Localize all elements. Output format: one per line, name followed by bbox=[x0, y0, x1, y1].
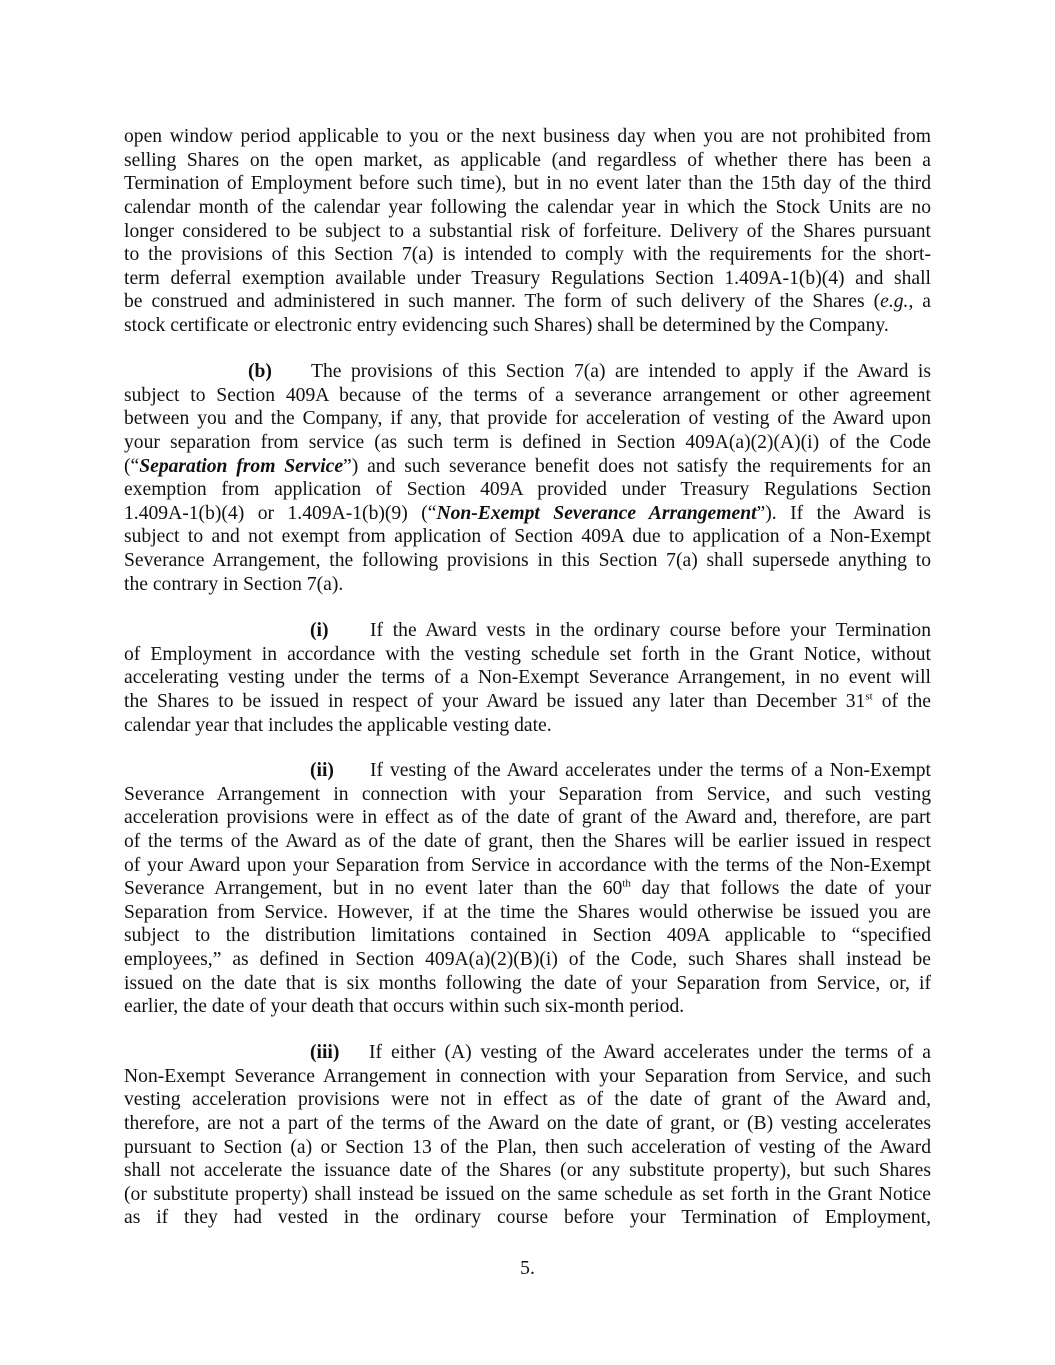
text-segment: If vesting of the Award accelerates under the terms of a Non-Exempt bbox=[370, 760, 931, 781]
paragraph-label: (iii) bbox=[310, 1042, 340, 1063]
ordinal-suffix: th bbox=[622, 877, 631, 890]
defined-term: Separation from Service bbox=[139, 455, 344, 477]
text-line: to the provisions of this Section 7(a) is intended to comply with the requirements for the short- bbox=[124, 244, 931, 266]
text-line: subject to Section 409A because of the terms of a severance arrangement or other agreement bbox=[124, 384, 931, 406]
paragraph-label: (ii) bbox=[310, 760, 334, 781]
text-line: (or substitute property) shall instead be issued on the same schedule as set forth in the Grant Notice bbox=[124, 1183, 931, 1205]
text-line: Severance Arrangement in connection with your Separation from Service, and such vesting bbox=[124, 783, 931, 805]
paragraph-i bbox=[124, 619, 931, 737]
text-line: therefore, are not a part of the terms of the Award on the date of grant, or (B) vesting accelerates bbox=[124, 1112, 931, 1134]
text-line bbox=[124, 290, 931, 314]
text-line: your separation from service (as such term is defined in Section 409A(a)(2)(A)(i) of the Code bbox=[124, 431, 931, 453]
text-line bbox=[124, 455, 931, 479]
text-line: subject to and not exempt from application of Section 409A due to application of a Non-Exempt bbox=[124, 526, 931, 548]
text-segment: the Shares to be issued in respect of your Award be issued any later than December 31 bbox=[124, 690, 866, 712]
text-line: Termination of Employment before such time), but in no event later than the 15th day of the third bbox=[124, 173, 931, 195]
italic-abbreviation: e.g. bbox=[880, 291, 909, 313]
text-line: calendar year that includes the applicable vesting date. bbox=[124, 714, 552, 736]
text-line bbox=[124, 877, 931, 901]
text-segment: , a bbox=[908, 291, 932, 313]
text-line: as if they had vested in the ordinary course before your Termination of Employment, bbox=[124, 1207, 931, 1229]
text-segment: The provisions of this Section 7(a) are intended to apply if the Award is bbox=[311, 361, 931, 382]
text-line: exemption from application of Section 409A provided under Treasury Regulations Section bbox=[124, 479, 931, 501]
text-line: stock certificate or electronic entry evidencing such Shares) shall be determined by the Company. bbox=[124, 315, 889, 337]
text-line: pursuant to Section (a) or Section 13 of the Plan, then such acceleration of vesting of the Award bbox=[124, 1136, 931, 1158]
text-line: vesting acceleration provisions were not in effect as of the date of grant of the Award and, bbox=[124, 1089, 931, 1111]
text-line: issued on the date that is six months following the date of your Separation from Service, or, if bbox=[124, 972, 931, 994]
text-line: selling Shares on the open market, as applicable (and regardless of whether there has been a bbox=[124, 149, 931, 171]
text-line: subject to the distribution limitations contained in Section 409A applicable to “specified bbox=[124, 925, 931, 947]
paragraph-b bbox=[124, 360, 931, 596]
text-segment: If the Award vests in the ordinary course before your Termination bbox=[370, 620, 931, 641]
text-line: calendar month of the calendar year following the calendar year in which the Stock Units are no bbox=[124, 196, 931, 218]
text-line: Severance Arrangement, the following provisions in this Section 7(a) shall supersede anything to bbox=[124, 550, 931, 572]
text-line: term deferral exemption available under Treasury Regulations Section 1.409A-1(b)(4) and shall bbox=[124, 267, 931, 289]
text-line bbox=[124, 619, 931, 643]
text-line: open window period applicable to you or the next business day when you are not prohibited from bbox=[124, 126, 931, 147]
text-line: of your Award upon your Separation from Service in accordance with the terms of the Non-Exempt bbox=[124, 854, 931, 876]
text-line: of Employment in accordance with the vesting schedule set forth in the Grant Notice, without bbox=[124, 643, 931, 665]
text-segment: of the bbox=[872, 690, 931, 712]
text-line: Non-Exempt Severance Arrangement in connection with your Separation from Service, and such bbox=[124, 1065, 931, 1087]
paragraph-label: (i) bbox=[310, 620, 329, 641]
text-line bbox=[124, 690, 931, 714]
text-line bbox=[124, 360, 931, 384]
text-segment: ”) and such severance benefit does not satisfy the requirements for an bbox=[343, 455, 931, 477]
text-line bbox=[124, 1041, 931, 1065]
text-segment: 1.409A-1(b)(4) or 1.409A-1(b)(9) (“ bbox=[124, 502, 437, 524]
text-line: Separation from Service. However, if at the time the Shares would otherwise be issued you are bbox=[124, 901, 931, 923]
text-line: longer considered to be subject to a substantial risk of forfeiture. Delivery of the Shares pursuant bbox=[124, 220, 931, 242]
text-line: shall not accelerate the issuance date of the Shares (or any substitute property), but such Shares bbox=[124, 1160, 931, 1182]
text-segment: (“ bbox=[124, 455, 140, 477]
text-line: employees,” as defined in Section 409A(a)(2)(B)(i) of the Code, such Shares shall instead be bbox=[124, 949, 931, 971]
text-line: acceleration provisions were in effect as of the date of grant of the Award and, therefore, are part bbox=[124, 807, 931, 829]
text-line: of the terms of the Award as of the date of grant, then the Shares will be earlier issued in respect bbox=[124, 830, 931, 852]
text-segment: If either (A) vesting of the Award accelerates under the terms of a bbox=[369, 1042, 931, 1063]
page-number: 5. bbox=[520, 1258, 535, 1279]
paragraph-ii bbox=[124, 759, 931, 1019]
text-line: the contrary in Section 7(a). bbox=[124, 573, 344, 595]
text-line bbox=[124, 759, 931, 783]
text-line: between you and the Company, if any, that provide for acceleration of vesting of the Award upon bbox=[124, 408, 931, 430]
ordinal-suffix: st bbox=[865, 690, 873, 703]
text-segment: be construed and administered in such manner. The form of such delivery of the Shares ( bbox=[124, 291, 881, 313]
text-line bbox=[124, 502, 931, 526]
text-segment: ”). If the Award is bbox=[756, 502, 931, 524]
paragraph-label: (b) bbox=[248, 361, 272, 382]
text-line: accelerating vesting under the terms of a Non-Exempt Severance Arrangement, in no event will bbox=[124, 667, 931, 689]
paragraph-iii bbox=[124, 1041, 931, 1230]
text-segment: day that follows the date of your bbox=[630, 878, 931, 900]
text-line: earlier, the date of your death that occurs within such six-month period. bbox=[124, 996, 685, 1018]
defined-term: Non-Exempt Severance Arrangement bbox=[436, 502, 757, 524]
text-segment: Severance Arrangement, but in no event later than the 60 bbox=[124, 878, 623, 900]
paragraph-a-continuation bbox=[124, 125, 931, 338]
